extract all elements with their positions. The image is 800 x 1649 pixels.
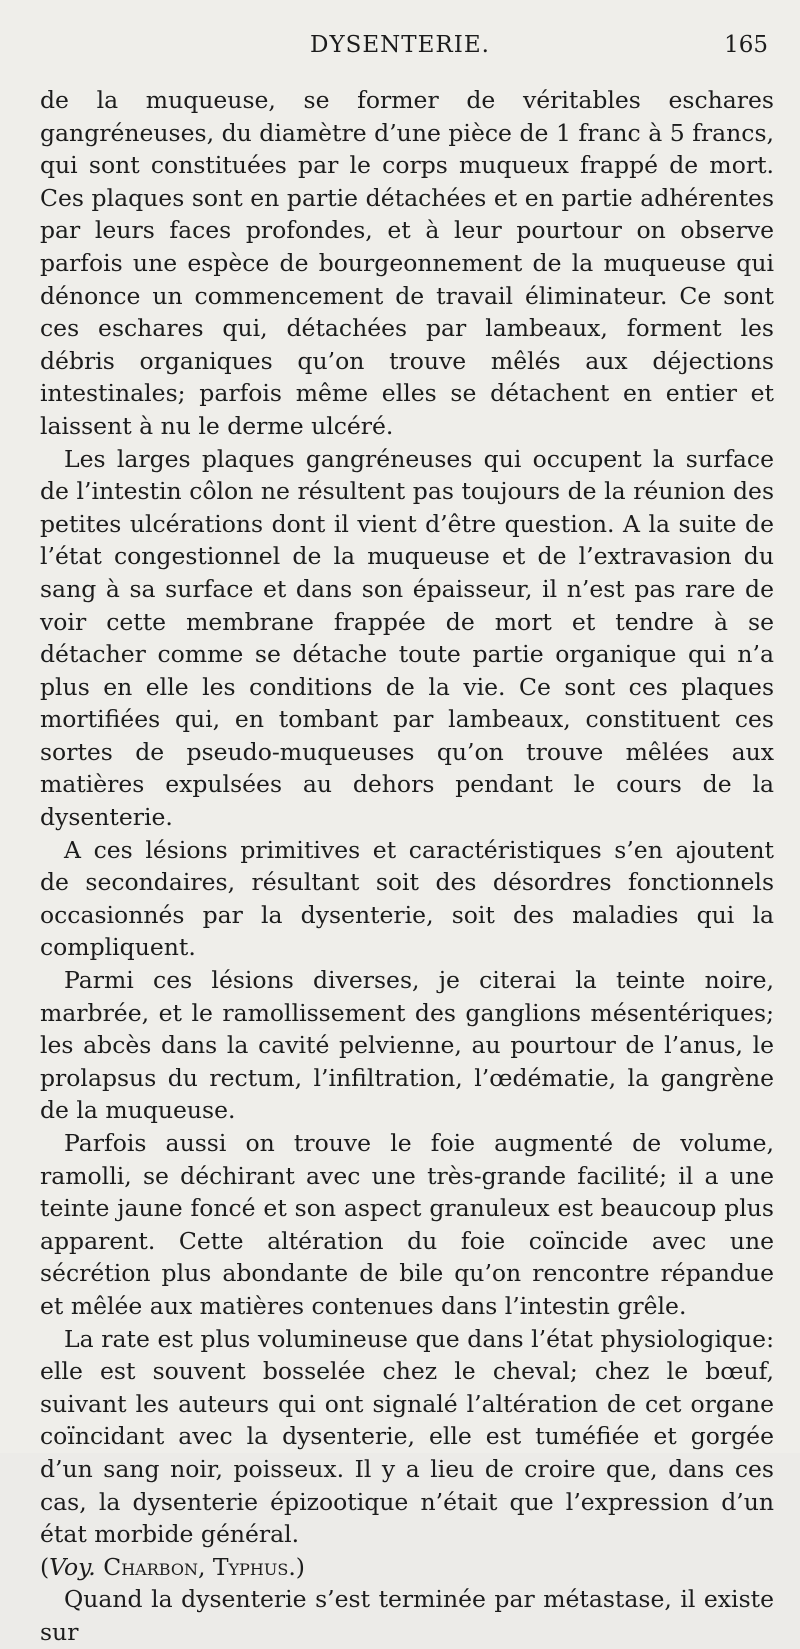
body-text — [40, 84, 774, 1649]
ref-voy: Voy. — [49, 1552, 96, 1581]
ref-close: .) — [288, 1552, 305, 1581]
ref-typhus: Typhus — [212, 1552, 289, 1581]
paragraph: Quand la dysenterie s’est terminée par métastase, il existe sur — [40, 1585, 774, 1646]
paragraph: Les larges plaques gangréneuses qui occupent la surface de l’intestin côlon ne résultent pas toujours de la réunion des petites ulcérations dont il vient d’être question. A la suite de l’état congestionnel de la muqueuse et de l’extravasion du sang à sa surface et dans son épaisseur, il n’est pas rare de voir cette membrane frappée de mort et tendre à se détacher comme se détache toute partie organique qui n’a plus en elle les conditions de la vie. Ce sont ces plaques mortifiées qui, en tombant par lambeaux, constituent ces sortes de pseudo-muqueuses qu’on trouve mêlées aux matières expulsées au dehors pendant le cours de la dysenterie. — [40, 444, 774, 832]
ref-separator: , — [197, 1552, 213, 1581]
cross-reference — [40, 1553, 305, 1581]
page-header — [0, 32, 800, 64]
paragraph — [40, 1323, 774, 1584]
page-number: 165 — [724, 32, 768, 58]
ref-open: ( — [40, 1552, 50, 1581]
ref-charbon: Charbon — [103, 1552, 198, 1581]
paragraph: Parfois aussi on trouve le foie augmenté de volume, ramolli, se déchirant avec une très-grande facilité; il a une teinte jaune foncé et son aspect granuleux est beaucoup plus apparent. Cette altération du foie coïncide avec une sécrétion plus abondante de bile qu’on rencontre répandue et mêlée aux matières contenues dans l’intestin grêle. — [40, 1129, 774, 1320]
paragraph: Parmi ces lésions diverses, je citerai la teinte noire, marbrée, et le ramollissement des ganglions mésentériques; les abcès dans la cavité pelvienne, au pourtour de l’anus, le prolapsus du rectum, l’infiltration, l’œdématie, la gangrène de la muqueuse. — [40, 966, 774, 1125]
paragraph: de la muqueuse, se former de véritables eschares gangréneuses, du diamètre d’une pièce de 1 franc à 5 francs, qui sont constituées par le corps muqueux frappé de mort. Ces plaques sont en partie détachées et en partie adhérentes par leurs faces profondes, et à leur pourtour on observe parfois une espèce de bourgeonnement de la muqueuse qui dénonce un commencement de travail éliminateur. Ce sont ces eschares qui, détachées par lambeaux, forment les débris organiques qu’on trouve mêlés aux déjections intestinales; parfois même elles se détachent en entier et laissent à nu le derme ulcéré. — [40, 86, 774, 440]
paragraph-text: La rate est plus volumineuse que dans l’état physiologique: elle est souvent bosselée chez le cheval; chez le bœuf, suivant les auteurs qui ont signalé l’altération de cet organe coïncidant avec la dysenterie, elle est tuméfiée et gorgée d’un sang noir, poisseux. Il y a lieu de croire que, dans ces cas, la dysenterie épizootique n’était que l’expression d’un état morbide général. — [40, 1324, 774, 1549]
paragraph: A ces lésions primitives et caractéristiques s’en ajoutent de secondaires, résultant soit des désordres fonctionnels occasionnés par la dysenterie, soit des maladies qui la compliquent. — [40, 835, 774, 962]
running-title: DYSENTERIE. — [310, 32, 490, 58]
